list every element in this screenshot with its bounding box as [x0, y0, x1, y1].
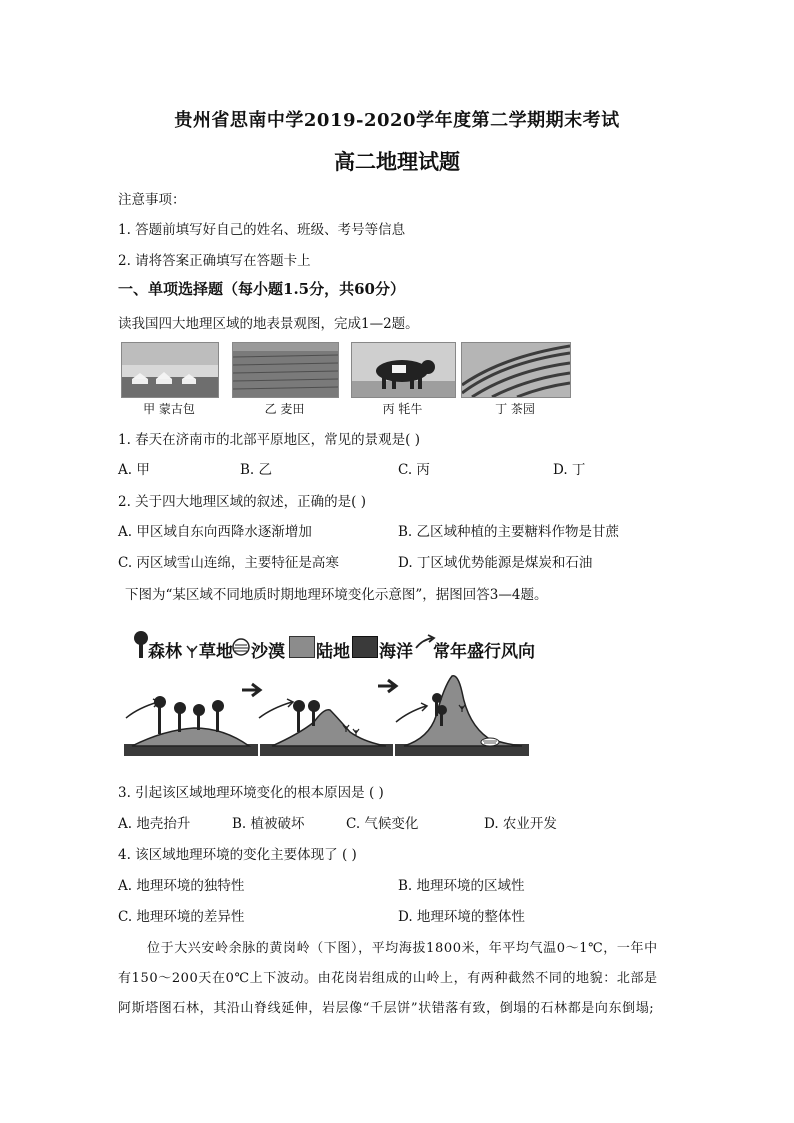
legend-ocean: 海洋 [379, 642, 413, 662]
q1-option-d: D. 丁 [553, 462, 586, 478]
grass-legend-icon [186, 642, 198, 658]
q3-option-b: B. 植被破坏 [232, 816, 305, 832]
q2-stem: 2. 关于四大地理区域的叙述，正确的是( ) [118, 494, 366, 510]
q2-option-b: B. 乙区域种植的主要糖料作物是甘蔗 [398, 524, 620, 540]
note-item-2: 2. 请将答案正确填写在答题卡上 [118, 253, 311, 269]
legend-grassland: 草地 [199, 642, 233, 662]
q4-option-a: A. 地理环境的独特性 [118, 878, 245, 894]
desert-legend-icon [232, 638, 250, 656]
exam-subtitle: 高二地理试题 [334, 149, 460, 174]
caption-yi: 乙 麦田 [264, 402, 305, 416]
q1-option-c: C. 丙 [398, 462, 430, 478]
q4-option-b: B. 地理环境的区域性 [398, 878, 525, 894]
stage3-land [404, 676, 522, 746]
q2-option-c: C. 丙区域雪山连绵，主要特征是高寒 [118, 555, 339, 571]
legend-forest: 森林 [148, 642, 182, 662]
photo-tea-garden [461, 342, 571, 398]
figure-legend [130, 630, 550, 664]
passage-line-3: 阿斯塔图石林，其沿山脊线延伸，岩层像“千层饼”状错落有致，倒塌的石林都是向东倒塌; [118, 1001, 655, 1016]
stage2-land [272, 710, 386, 746]
note-item-1: 1. 答题前填写好自己的姓名、班级、考号等信息 [118, 222, 406, 238]
q4-option-d: D. 地理环境的整体性 [398, 909, 525, 925]
legend-land: 陆地 [316, 642, 350, 662]
stage3-wind [396, 706, 426, 722]
stage1-land [132, 728, 249, 746]
q3-option-a: A. 地壳抬升 [118, 816, 191, 832]
figure-intro: 下图为“某区域不同地质时期地理环境变化示意图”，据图回答3—4题。 [125, 587, 548, 603]
stage3-desert [481, 738, 499, 746]
q4-stem: 4. 该区域地理环境的变化主要体现了 ( ) [118, 847, 357, 863]
photo-yak [351, 342, 456, 398]
caption-jia: 甲 蒙古包 [143, 402, 195, 416]
ocean-legend-swatch [352, 636, 378, 658]
passage-line-2: 有150～200天在0℃上下波动。由花岗岩组成的山岭上，有两种截然不同的地貌：北部是 [118, 971, 658, 986]
q1-option-a: A. 甲 [118, 462, 150, 478]
geological-change-diagram [124, 672, 529, 762]
exam-title: 贵州省思南中学2019-2020学年度第二学期期末考试 [174, 110, 620, 131]
legend-wind: 常年盛行风向 [433, 642, 535, 662]
q3-option-d: D. 农业开发 [484, 816, 557, 832]
passage-line-1: 位于大兴安岭余脉的黄岗岭（下图），平均海拔1800米，年平均气温0～1℃，一年中 [147, 941, 658, 956]
stage2-wind [259, 702, 292, 718]
q2-option-a: A. 甲区域自东向西降水逐渐增加 [118, 524, 312, 540]
stage-arrow-2 [378, 680, 396, 692]
q2-option-d: D. 丁区域优势能源是煤炭和石油 [398, 555, 593, 571]
notes-heading: 注意事项： [118, 192, 186, 208]
q1-stem: 1. 春天在济南市的北部平原地区，常见的景观是( ) [118, 432, 420, 448]
section-heading: 一、单项选择题（每小题1.5分，共60分） [118, 280, 405, 298]
section-intro: 读我国四大地理区域的地表景观图，完成1—2题。 [118, 316, 419, 332]
q1-option-b: B. 乙 [240, 462, 273, 478]
caption-bing: 丙 牦牛 [382, 402, 423, 416]
legend-desert: 沙漠 [251, 642, 285, 662]
photo-wheat-field [232, 342, 339, 398]
caption-ding: 丁 茶园 [495, 402, 535, 416]
land-legend-swatch [289, 636, 315, 658]
stage-arrow-1 [242, 684, 260, 696]
q3-option-c: C. 气候变化 [346, 816, 419, 832]
q3-stem: 3. 引起该区域地理环境变化的根本原因是 ( ) [118, 785, 384, 801]
photo-yurt [121, 342, 219, 398]
q4-option-c: C. 地理环境的差异性 [118, 909, 245, 925]
stage1-wind [126, 702, 158, 718]
